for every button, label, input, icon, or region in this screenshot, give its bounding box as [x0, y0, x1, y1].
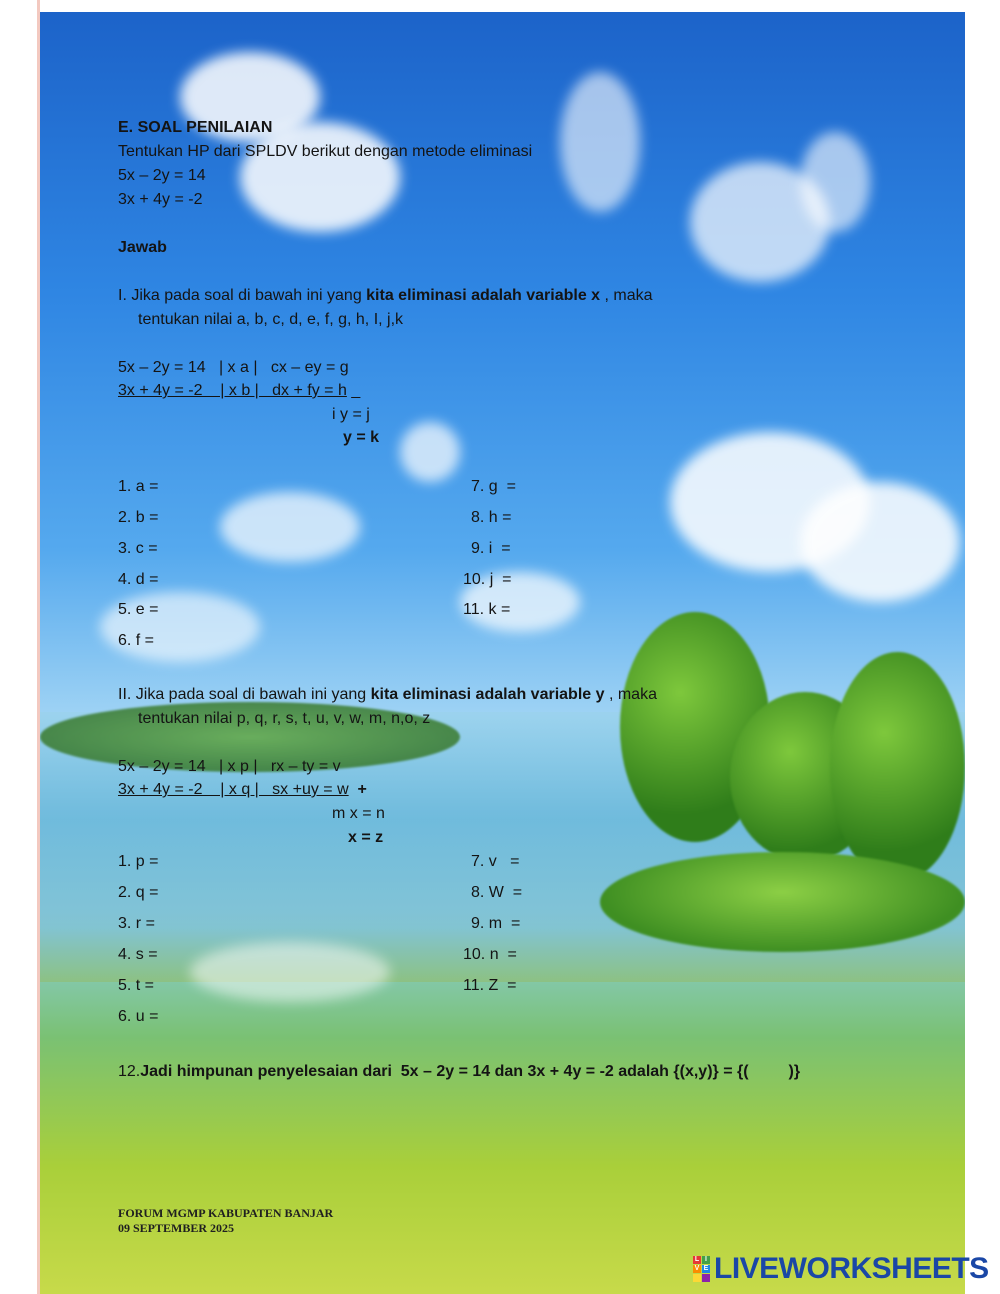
part1-suffix: , maka: [600, 287, 653, 304]
part1-work-row2: [118, 381, 360, 401]
equation-2: 3x + 4y = -2: [118, 191, 203, 208]
part2-item-t: 5. t =: [118, 977, 155, 994]
liveworksheets-icon: [693, 1256, 710, 1282]
final-number: 12.: [118, 1063, 141, 1080]
part2-prompt-line2: tentukan nilai p, q, r, s, t, u, v, w, m, n,o, z: [138, 710, 431, 727]
part2-item-m: 9. m =: [471, 915, 521, 932]
liveworksheets-wordmark: LIVEWORKSHEETS: [714, 1252, 989, 1285]
part2-work-row4: x = z: [348, 829, 384, 846]
final-text: Jadi himpunan penyelesaian dari 5x – 2y = 14 dan 3x + 4y = -2 adalah {(x,y)} = {( )}: [140, 1063, 801, 1080]
logo-square: E: [703, 1265, 709, 1272]
logo-square: [702, 1274, 710, 1282]
part1-bold: kita eliminasi adalah variable x: [366, 287, 601, 304]
part2-work-row3: m x = n: [332, 805, 385, 822]
logo-square: L: [694, 1256, 700, 1263]
part1-item-d: 4. d =: [118, 571, 159, 588]
instruction-text: Tentukan HP dari SPLDV berikut dengan metode eliminasi: [118, 143, 533, 160]
part1-work-row4: y = k: [343, 429, 380, 446]
part2-item-r: 3. r =: [118, 915, 155, 932]
part2-item-u: 6. u =: [118, 1008, 159, 1025]
part1-item-e: 5. e =: [118, 601, 159, 618]
part1-item-c: 3. c =: [118, 540, 158, 557]
part2-work-row2: [118, 780, 367, 800]
part1-item-i: 9. i =: [471, 540, 511, 557]
part1-item-f: 6. f =: [118, 632, 155, 649]
part1-prompt: [118, 286, 653, 306]
part2-bold: kita eliminasi adalah variable y: [370, 686, 605, 703]
answer-label: Jawab: [118, 239, 167, 256]
footer-date: 09 SEPTEMBER 2025: [118, 1221, 235, 1235]
final-question: [118, 1062, 800, 1082]
part2-prompt: [118, 685, 657, 705]
part2-prefix: II. Jika pada soal di bawah ini yang: [118, 686, 371, 703]
part2-item-q: 2. q =: [118, 884, 159, 901]
part2-work-row2-eq: 3x + 4y = -2 | x q | sx +uy = w: [118, 781, 349, 798]
part1-prompt-line2: tentukan nilai a, b, c, d, e, f, g, h, I, j,k: [138, 311, 404, 328]
logo-square: V: [694, 1265, 700, 1272]
part1-work-row3: i y = j: [332, 406, 370, 423]
liveworksheets-logo[interactable]: [693, 1252, 989, 1286]
part2-suffix: , maka: [604, 686, 657, 703]
part2-item-s: 4. s =: [118, 946, 158, 963]
part1-work-row2-op: _: [346, 382, 361, 399]
footer-forum: FORUM MGMP KABUPATEN BANJAR: [118, 1206, 334, 1220]
logo-square: I: [702, 1256, 710, 1264]
part1-work-row2-eq: 3x + 4y = -2 | x b | dx + fy = h: [118, 382, 347, 399]
part1-item-k: 11. k =: [463, 601, 511, 618]
part2-work-row1: 5x – 2y = 14 | x p | rx – ty = v: [118, 758, 341, 775]
part1-prefix: I. Jika pada soal di bawah ini yang: [118, 287, 367, 304]
part1-item-b: 2. b =: [118, 509, 159, 526]
part2-item-n: 10. n =: [463, 946, 517, 963]
part1-work-row1: 5x – 2y = 14 | x a | cx – ey = g: [118, 359, 349, 376]
part1-item-h: 8. h =: [471, 509, 512, 526]
logo-square: [693, 1274, 701, 1282]
part2-item-v: 7. v =: [471, 853, 520, 870]
part1-item-g: 7. g =: [471, 478, 516, 495]
part1-item-a: 1. a =: [118, 478, 159, 495]
part2-item-w: 8. W =: [471, 884, 523, 901]
part1-item-j: 10. j =: [463, 571, 512, 588]
section-heading: E. SOAL PENILAIAN: [118, 119, 273, 136]
part2-work-row2-op: +: [348, 781, 367, 798]
part2-item-z: 11. Z =: [463, 977, 517, 994]
part2-item-p: 1. p =: [118, 853, 159, 870]
equation-1: 5x – 2y = 14: [118, 167, 206, 184]
